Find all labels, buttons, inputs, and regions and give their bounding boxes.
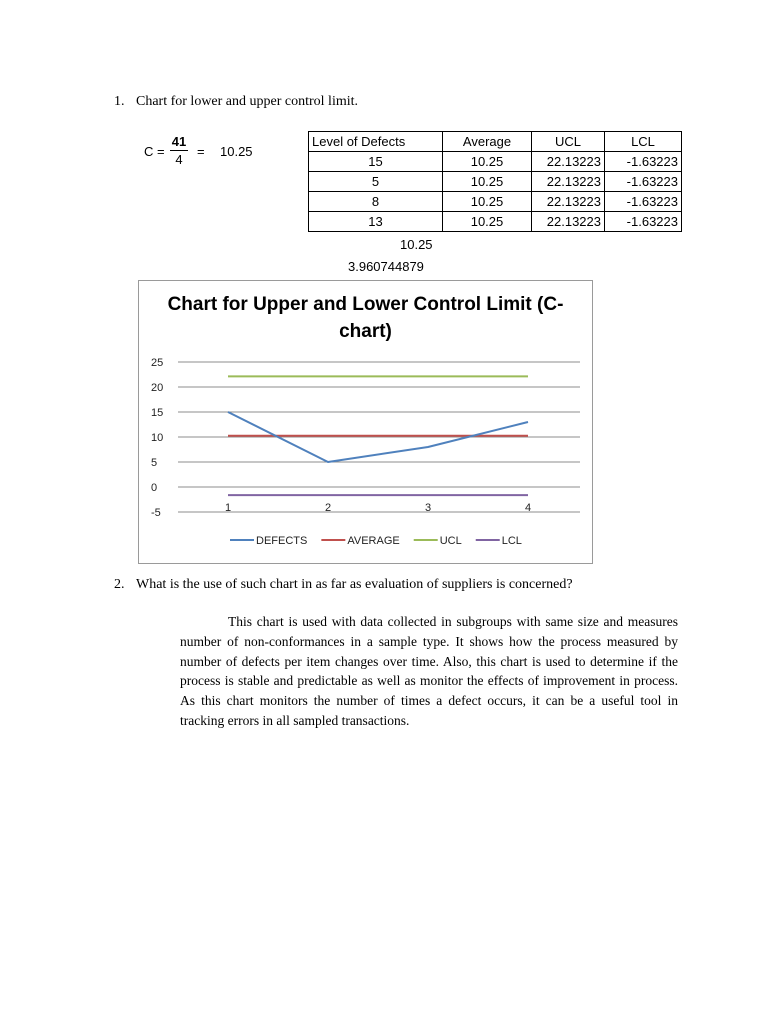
y-tick-label: 0 <box>151 482 158 494</box>
table-row <box>309 152 682 172</box>
table-row <box>309 172 682 192</box>
cell-defects: 13 <box>309 212 443 232</box>
chart-title: Chart for Upper and Lower Control Limit (C-chart) <box>167 294 564 342</box>
answer-paragraph: This chart is used with data collected in subgroups with same size and measures number of non-conformances in a sample type. It shows how the process measured by number of defects per item changes over time. Also, this chart is used to determine if the process is stable and predictable as well as monitor the effects of improvement in process. As this chart monitors the number of times a defect occurs, it can be a useful tool in tracking errors in all sampled transactions. <box>180 614 678 728</box>
header-ucl: UCL <box>532 132 605 152</box>
table-header-row <box>309 132 682 152</box>
cell-average: 10.25 <box>443 192 532 212</box>
formula-lhs: C = <box>144 144 165 159</box>
header-lcl: LCL <box>605 132 682 152</box>
legend-label-ucl: UCL <box>439 535 462 547</box>
cell-ucl: 22.13223 <box>532 152 605 172</box>
cell-defects: 15 <box>309 152 443 172</box>
control-limit-table <box>308 131 682 232</box>
question-1-number: 1. <box>114 94 125 109</box>
cell-lcl: -1.63223 <box>605 152 682 172</box>
cell-ucl: 22.13223 <box>532 192 605 212</box>
header-average: Average <box>443 132 532 152</box>
y-tick-label: 5 <box>151 457 158 469</box>
stat-mean: 10.25 <box>400 237 433 252</box>
question-2-number: 2. <box>114 577 125 592</box>
cell-average: 10.25 <box>443 172 532 192</box>
formula-fraction <box>170 134 188 167</box>
fraction-bar <box>170 150 188 151</box>
cell-lcl: -1.63223 <box>605 172 682 192</box>
cell-lcl: -1.63223 <box>605 212 682 232</box>
c-formula <box>144 134 284 170</box>
formula-equals: = <box>197 144 205 159</box>
legend-label-lcl: LCL <box>501 535 522 547</box>
cell-lcl: -1.63223 <box>605 192 682 212</box>
formula-denominator: 4 <box>175 152 183 167</box>
chart-plot <box>139 281 592 563</box>
legend-label-average: AVERAGE <box>347 535 400 547</box>
x-tick-label: 2 <box>324 502 332 514</box>
question-1-text: Chart for lower and upper control limit. <box>136 94 358 109</box>
cell-average: 10.25 <box>443 212 532 232</box>
c-chart <box>138 280 593 564</box>
cell-defects: 5 <box>309 172 443 192</box>
x-tick-label: 4 <box>524 502 532 514</box>
table-row <box>309 192 682 212</box>
legend-label-defects: DEFECTS <box>256 535 308 547</box>
y-tick-label: 10 <box>151 432 164 444</box>
x-tick-label: 1 <box>224 502 232 514</box>
cell-average: 10.25 <box>443 152 532 172</box>
y-tick-label: -5 <box>151 507 161 519</box>
y-tick-label: 15 <box>151 407 164 419</box>
y-tick-label: 20 <box>151 382 164 394</box>
table-row <box>309 212 682 232</box>
formula-result: 10.25 <box>220 144 253 159</box>
cell-defects: 8 <box>309 192 443 212</box>
x-tick-label: 3 <box>424 502 432 514</box>
header-level-of-defects: Level of Defects <box>309 132 443 152</box>
y-tick-label: 25 <box>151 357 164 369</box>
question-2-text: What is the use of such chart in as far as evaluation of suppliers is concerned? <box>136 577 573 592</box>
cell-ucl: 22.13223 <box>532 212 605 232</box>
cell-ucl: 22.13223 <box>532 172 605 192</box>
stat-stdev: 3.960744879 <box>348 259 424 274</box>
formula-numerator: 41 <box>171 134 187 149</box>
